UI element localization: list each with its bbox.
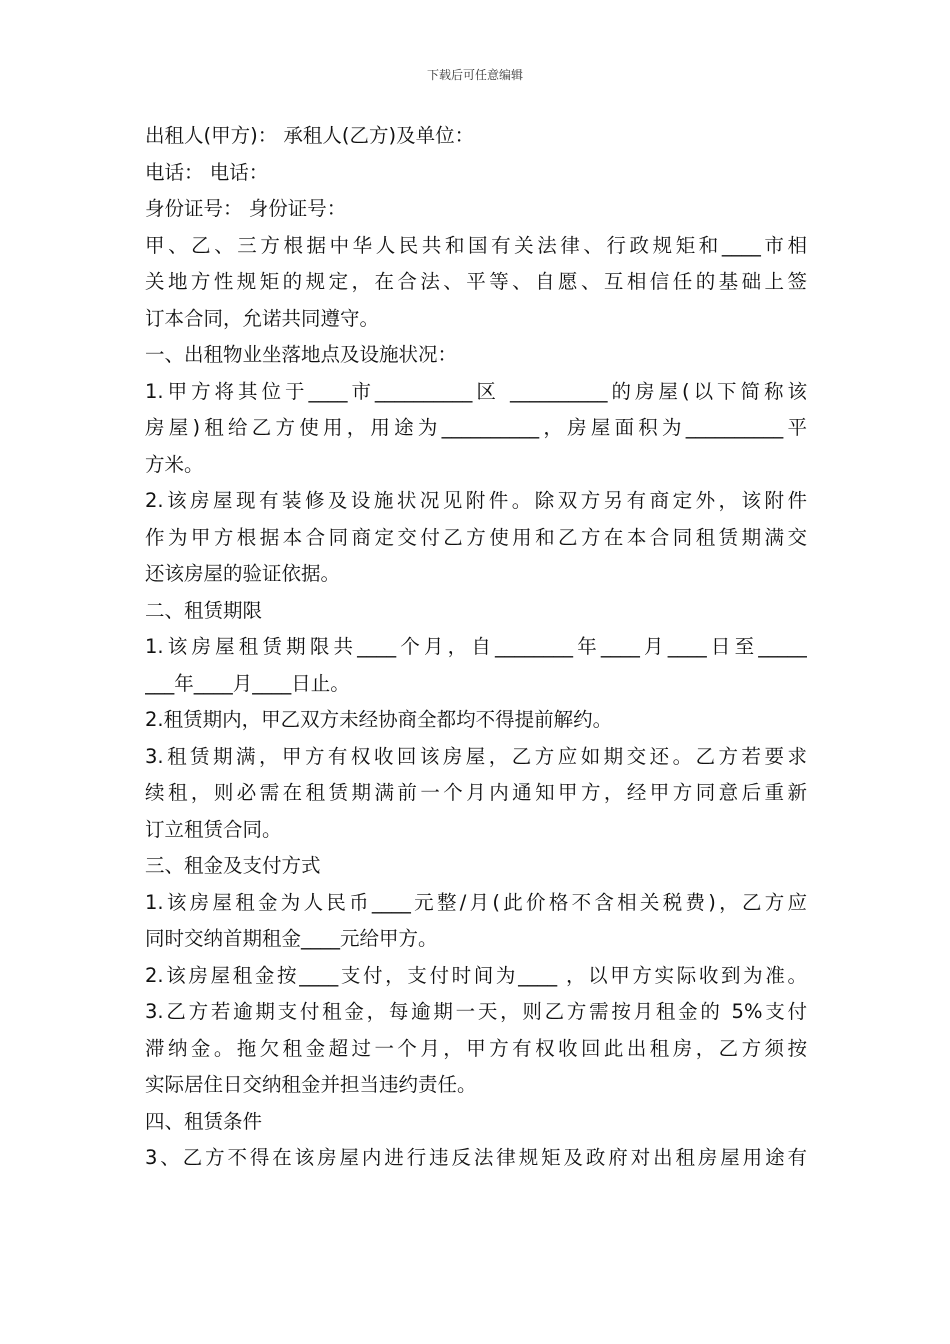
text-line: 出租人(甲方)： 承租人(乙方)及单位： (145, 124, 475, 147)
text-line: 1.甲方将其位于____市__________区 __________的房屋(以下简称该 (145, 379, 807, 403)
text-line: 实际居住日交纳租金并担当违约责任。 (145, 1073, 477, 1096)
text-line: 房屋)租给乙方使用，用途为__________，房屋面积为__________平 (145, 416, 807, 439)
text-line: 2.该房屋现有装修及设施状况见附件。除双方另有商定外，该附件 (145, 489, 807, 512)
text-line: 2.该房屋租金按____支付，支付时间为____ ，以甲方实际收到为准。 (145, 963, 807, 987)
text-line: 3、乙方不得在该房屋内进行违反法律规矩及政府对出租房屋用途有 (145, 1146, 807, 1169)
text-line: 身份证号： 身份证号： (145, 197, 347, 220)
text-line: 续租，则必需在租赁期满前一个月内通知甲方，经甲方同意后重新 (145, 781, 807, 804)
section-heading: 四、租赁条件 (145, 1109, 263, 1133)
text-line: 滞纳金。拖欠租金超过一个月，甲方有权收回此出租房，乙方须按 (145, 1036, 807, 1060)
text-line: 作为甲方根据本合同商定交付乙方使用和乙方在本合同租赁期满交 (145, 525, 807, 549)
section-heading: 一、出租物业坐落地点及设施状况： (145, 343, 458, 366)
text-line: 3.乙方若逾期支付租金，每逾期一天，则乙方需按月租金的 5%支付 (145, 1000, 807, 1023)
text-line: 还该房屋的验证依据。 (145, 562, 341, 585)
section-heading: 二、租赁期限 (145, 598, 263, 622)
text-line: 订立租赁合同。 (145, 817, 282, 841)
text-line: 3.租赁期满，甲方有权收回该房屋，乙方应如期交还。乙方若要求 (145, 744, 807, 768)
text-line: ___年____月____日止。 (145, 671, 350, 695)
text-line: 关地方性规矩的规定，在合法、平等、自愿、互相信任的基础上签 (145, 270, 807, 293)
text-line: 订本合同，允诺共同遵守。 (145, 306, 380, 330)
text-line: 2.租赁期内，甲乙双方未经协商全都均不得提前解约。 (145, 708, 613, 731)
text-line: 同时交纳首期租金____元给甲方。 (145, 927, 438, 950)
text-line: 电话： 电话： (145, 160, 269, 184)
text-line: 1.该房屋租赁期限共____个月，自________年____月____日至_____ (145, 635, 807, 658)
section-heading: 三、租金及支付方式 (145, 854, 321, 877)
contract-body (145, 118, 807, 1177)
text-line: 甲、乙、三方根据中华人民共和国有关法律、行政规矩和____市相 (145, 233, 807, 257)
text-line: 1.该房屋租金为人民币____元整/月(此价格不含相关税费)，乙方应 (145, 890, 807, 914)
header-note: 下载后可任意编辑 (426, 68, 523, 82)
text-line: 方米。 (145, 452, 204, 476)
